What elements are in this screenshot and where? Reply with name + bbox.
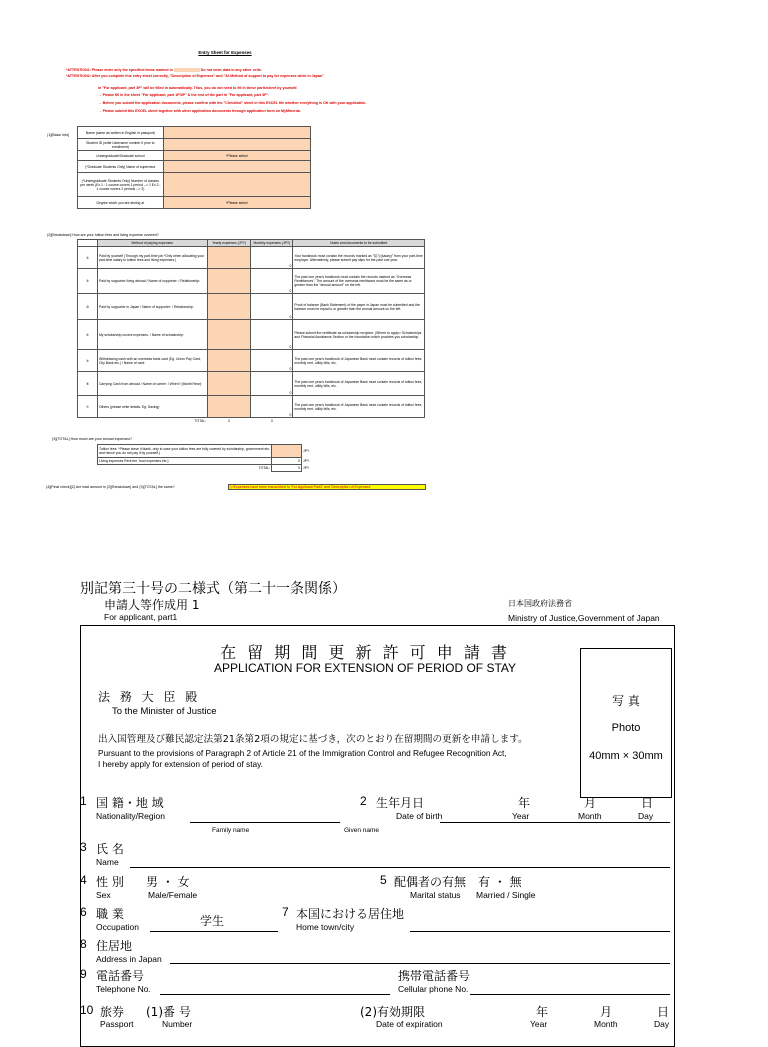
photo-size: 40mm × 30mm [589, 750, 663, 762]
form-title-en: APPLICATION FOR EXTENSION OF PERIOD OF STAY [213, 661, 517, 675]
basic-label: Name (same as written in English in passport) [78, 127, 164, 139]
telephone-line[interactable] [160, 994, 390, 995]
marital-options-en: Married / Single [476, 890, 536, 900]
month-en: Month [578, 811, 602, 821]
field-number: 10 [80, 1003, 94, 1017]
table-row [78, 396, 425, 418]
yearly-input[interactable] [207, 320, 251, 350]
row-number: ① [78, 247, 98, 269]
address-label-en: Address in Japan [96, 954, 162, 964]
occupation-label-en: Occupation [96, 922, 139, 932]
total-row [78, 418, 425, 424]
year-jp: 年 [536, 1005, 549, 1019]
to-minister-en: To the Minister of Justice [112, 706, 217, 717]
expiration-label-en: Date of expiration [376, 1019, 443, 1029]
sex-label-jp: 性 別 [96, 875, 124, 889]
cell-label-jp: 携帯電話番号 [398, 969, 471, 983]
basic-label: Degree which you are aiming at [78, 197, 164, 209]
hometown-label-jp: 本国における居住地 [296, 907, 405, 921]
field-number: 4 [80, 873, 87, 887]
method-cell: Others (please write details. Eg. Saving) [97, 396, 207, 418]
monthly-cell: 0 [251, 350, 293, 372]
cell-label-en: Cellular phone No. [398, 984, 469, 994]
name-line[interactable] [130, 867, 670, 868]
intro-en-2: I hereby apply for extension of period of stay. [98, 759, 263, 769]
field-number: 3 [80, 840, 87, 854]
photo-label-jp: 写 真 [612, 694, 640, 708]
row-number: ⑦ [78, 396, 98, 418]
notes-cell: Proof of balance (Bank Statement) of the payer in Japan must be submitted and the balance must be equal to or greater than the annual amount on the left. [293, 294, 425, 320]
basic-label: (*Graduate Students Only) Name of supervisor [78, 161, 164, 173]
to-minister-jp: 法 務 大 臣 殿 [98, 690, 201, 704]
sex-label-en: Sex [96, 890, 111, 900]
given-name-label: Given name [344, 827, 380, 834]
marital-options-jp[interactable]: 有 ・ 無 [478, 875, 522, 889]
table-row [78, 247, 425, 269]
form-title-jp: 在 留 期 間 更 新 許 可 申 請 書 [220, 643, 510, 662]
sum-value: 0 [272, 465, 302, 472]
passport-label-en: Passport [100, 1019, 134, 1029]
attention-arrow-3: → Please submit this EXCEL sheet together with other application documents through application form on MyMinerda. [98, 109, 301, 113]
row-number: ④ [78, 320, 98, 350]
monthly-cell: 0 [251, 320, 293, 350]
monthly-cell: 0 [251, 269, 293, 294]
breakdown-label: (2)[Breakdown] How are your tuition fees and living expense covered? [47, 233, 159, 237]
method-cell: Paid by supporter living abroad / Name of supporter: / Relationship: [97, 269, 207, 294]
notes-cell: Your bankbook must contain the records marked as "給与(salary)" from your part-time employer. Alternatively, please submit pay slips for the past one year. [293, 247, 425, 269]
month-jp: 月 [584, 796, 597, 810]
basic-label: (*Undergraduate Students Only) Number of classes per week (Ex.1 : 1 course covers 1 period --> 1 Ex.2 : 1 course covers 2 periods --> 2) [78, 173, 164, 197]
living-label: Living expenses Rent fee, food expenses etc.) [98, 458, 272, 465]
attention-arrow-1: → Please fill in the sheet "For applicant, part 1P/3P" & the rest of the part in "For applicant, part 3P". [98, 93, 270, 97]
yearly-input[interactable] [207, 294, 251, 320]
tuition-input[interactable] [272, 445, 302, 458]
marital-label-jp: 配偶者の有無 [394, 875, 467, 889]
intro-en-1: Pursuant to the provisions of Paragraph 2 of Article 21 of the Immigration Control and Refugee Recognition Act, [98, 748, 507, 758]
name-input[interactable] [163, 127, 310, 139]
yearly-input[interactable] [207, 350, 251, 372]
occupation-label-jp: 職 業 [96, 907, 124, 921]
sex-options-jp[interactable]: 男 ・ 女 [146, 875, 190, 889]
yearly-input[interactable] [207, 372, 251, 396]
unit: JPY [303, 459, 310, 463]
supervisor-input[interactable] [163, 161, 310, 173]
method-cell: My scholarship covers expenses. / Name of scholarship: [97, 320, 207, 350]
passport-number-en: Number [162, 1019, 193, 1029]
dob-label-en: Date of birth [396, 811, 443, 821]
field-number: 1 [80, 794, 87, 808]
day-en: Day [654, 1019, 670, 1029]
method-cell: Paid by supporter in Japan / Name of supporter: / Relationship: [97, 294, 207, 320]
degree-select[interactable]: *Please select [163, 197, 310, 209]
attention-1 [66, 68, 262, 72]
unit: JPY [303, 449, 310, 453]
row-number: ⑥ [78, 372, 98, 396]
nationality-label-en: Nationality/Region [96, 811, 165, 821]
attention-2: *ATTENTION2: After you complete this entry sheet correctly, "Description of Expenses" and "32.Method of support to pay for expenses while in Japan" [66, 74, 324, 78]
field-number: 7 [282, 905, 289, 919]
month-en: Month [594, 1019, 618, 1029]
occupation-line [150, 931, 278, 932]
marital-label-en: Marital status [410, 890, 461, 900]
attention-1-text: *ATTENTION1: Please enter only the specified items marked in [66, 68, 173, 72]
table-row [78, 320, 425, 350]
yearly-input[interactable] [207, 269, 251, 294]
applicant-jp: 申請人等作成用 1 [104, 598, 200, 612]
highlight-swatch [174, 68, 200, 72]
method-cell: Withdrawing cash with an overseas bank card (Eg. Union Pay Card, City Bank etc.) / Name of card: [97, 350, 207, 372]
address-line[interactable] [170, 963, 670, 964]
method-cell: Paid by yourself (Through my part-time job *Only when allocating your part-time salary to tuition fees and living expenses.) [97, 247, 207, 269]
total-table [97, 444, 323, 472]
living-value: 0 [272, 458, 302, 465]
dob-label-jp: 生年月日 [376, 796, 425, 810]
cell-line[interactable] [470, 994, 670, 995]
final-check-status: Ⓐ/Expenses have been transcribed to 'For Applicant Part3' and 'Description of Expenses' [228, 484, 426, 490]
yearly-input[interactable] [207, 247, 251, 269]
monthly-cell: 0 [251, 247, 293, 269]
school-select[interactable]: *Please select [163, 151, 310, 161]
monthly-cell: 0 [251, 396, 293, 418]
passport-label-jp: 旅券 [100, 1005, 125, 1019]
ministry-en: Ministry of Justice,Government of Japan [508, 613, 660, 623]
photo-label-en: Photo [611, 722, 641, 734]
form-header: 別記第三十号の二様式（第二十一条関係） [80, 581, 346, 597]
unit: JPY [303, 466, 310, 470]
field-number: 2 [360, 794, 367, 808]
table-row [78, 372, 425, 396]
breakdown-table [77, 239, 425, 424]
day-en: Day [638, 811, 654, 821]
notes-cell: The past one year's bankbook of Japanese Bank must contain records of tuition fees, monthly rent, utility bills, etc. [293, 372, 425, 396]
row-number: ⑤ [78, 350, 98, 372]
basic-label: Undergraduate/Graduate school [78, 151, 164, 161]
day-jp: 日 [657, 1005, 670, 1019]
monthly-cell: 0 [251, 372, 293, 396]
hometown-line[interactable] [410, 931, 670, 932]
name-label-en: Name [96, 857, 119, 867]
total-label: TOTAL: [194, 418, 207, 423]
field-number: 5 [380, 873, 387, 887]
name-label-jp: 氏 名 [96, 842, 124, 856]
row-number: ③ [78, 294, 98, 320]
nationality-label-jp: 国 籍・地 域 [96, 796, 164, 810]
classes-input[interactable] [163, 173, 310, 197]
student-id-input[interactable] [163, 139, 310, 151]
final-check-label: (4)[Final check](2) Are total amount in (2)[Breakdown] and (3)[TOTAL] the same? [46, 485, 175, 489]
passport-number-jp: (1)番 号 [146, 1005, 191, 1019]
family-name-label: Family name [212, 827, 250, 834]
sheet-title: Entry Sheet for Expenses [198, 50, 252, 55]
breakdown-header-blank [78, 240, 98, 247]
notes-cell: The past one year's bankbook of Japanese Bank must contain records of tuition fees, monthly rent, utility bills, etc. [293, 396, 425, 418]
field-number: 6 [80, 905, 87, 919]
method-cell: Carrying Cash from abroad / Name of carrier: / When? (Month/Year): [97, 372, 207, 396]
basic-info-label: (1)[Basic Info] [47, 133, 70, 137]
tuition-label: Tuition fees: *Please leave it blank, only in case your tuition fees are fully covered by scholarship, government etc. and hence you do not pay it by yourself.) [98, 445, 272, 458]
total-monthly: 0 [270, 418, 273, 423]
sum-label: TOTAL: [258, 466, 271, 471]
year-jp: 年 [518, 796, 531, 810]
table-row [78, 294, 425, 320]
sex-options-en: Male/Female [148, 890, 198, 900]
day-jp: 日 [641, 796, 654, 810]
telephone-label-en: Telephone No. [96, 984, 151, 994]
table-row [78, 269, 425, 294]
basic-info-table [77, 126, 311, 209]
breakdown-header: Method of paying expenses [97, 240, 207, 247]
year-en: Year [512, 811, 530, 821]
year-en: Year [530, 1019, 548, 1029]
field-number: 8 [80, 937, 87, 951]
notes-cell: The past one year's bankbook must contain the records marked as "Overseas Remittances". The amount of the overseas remittance must be the same as or greater than the "annual amount" on the left. [293, 269, 425, 294]
ministry-jp: 日本国政府法務省 [508, 599, 572, 608]
intro-jp: 出入国管理及び難民認定法第21条第2項の規定に基づき，次のとおり在留期間の更新を申請します。 [98, 734, 528, 745]
breakdown-header: Notes and documents to be submitted [293, 240, 425, 247]
yearly-input[interactable] [207, 396, 251, 418]
dob-line[interactable] [440, 822, 670, 823]
basic-label: Student ID (write Username number if prior to enrollment) [78, 139, 164, 151]
total-yearly: 0 [228, 418, 230, 423]
total-section-label: (3)[TOTAL] How much are your annual expenses? [52, 437, 132, 441]
attention-1-tail: Do not enter data in any other cells. [200, 68, 262, 72]
table-row [78, 350, 425, 372]
address-label-jp: 住居地 [96, 939, 133, 953]
notes-cell: Please submit the certificate as scholarship recipient. (Where to apply> Scholarships and Financial Assistance Section or the foundation which provides you scholarship. [293, 320, 425, 350]
row-number: ② [78, 269, 98, 294]
nationality-line[interactable] [190, 822, 340, 823]
expiration-label-jp: (2)有効期限 [360, 1005, 425, 1019]
monthly-cell: 0 [251, 294, 293, 320]
attention-2b: in "For applicant, part 3P" will be filled in automatically. Thus, you do not need to fill in these parts/sheet by yourself. [98, 86, 298, 90]
notes-cell: The past one year's bankbook of Japanese Bank must contain records of tuition fees, monthly rent, utility bills, etc. [293, 350, 425, 372]
occupation-value[interactable]: 学生 [200, 914, 225, 928]
attention-arrow-2: → Before you submit the application documents, please confirm with the "Checklist" sheet in this EXCEL file whether everything is OK with your application. [98, 101, 367, 105]
hometown-label-en: Home town/city [296, 922, 355, 932]
breakdown-header: Yearly expenses (JPY) [207, 240, 251, 247]
telephone-label-jp: 電話番号 [96, 969, 145, 983]
field-number: 9 [80, 967, 87, 981]
applicant-en: For applicant, part1 [104, 612, 178, 622]
breakdown-header: Monthly expenses (JPY) [251, 240, 293, 247]
month-jp: 月 [600, 1005, 613, 1019]
